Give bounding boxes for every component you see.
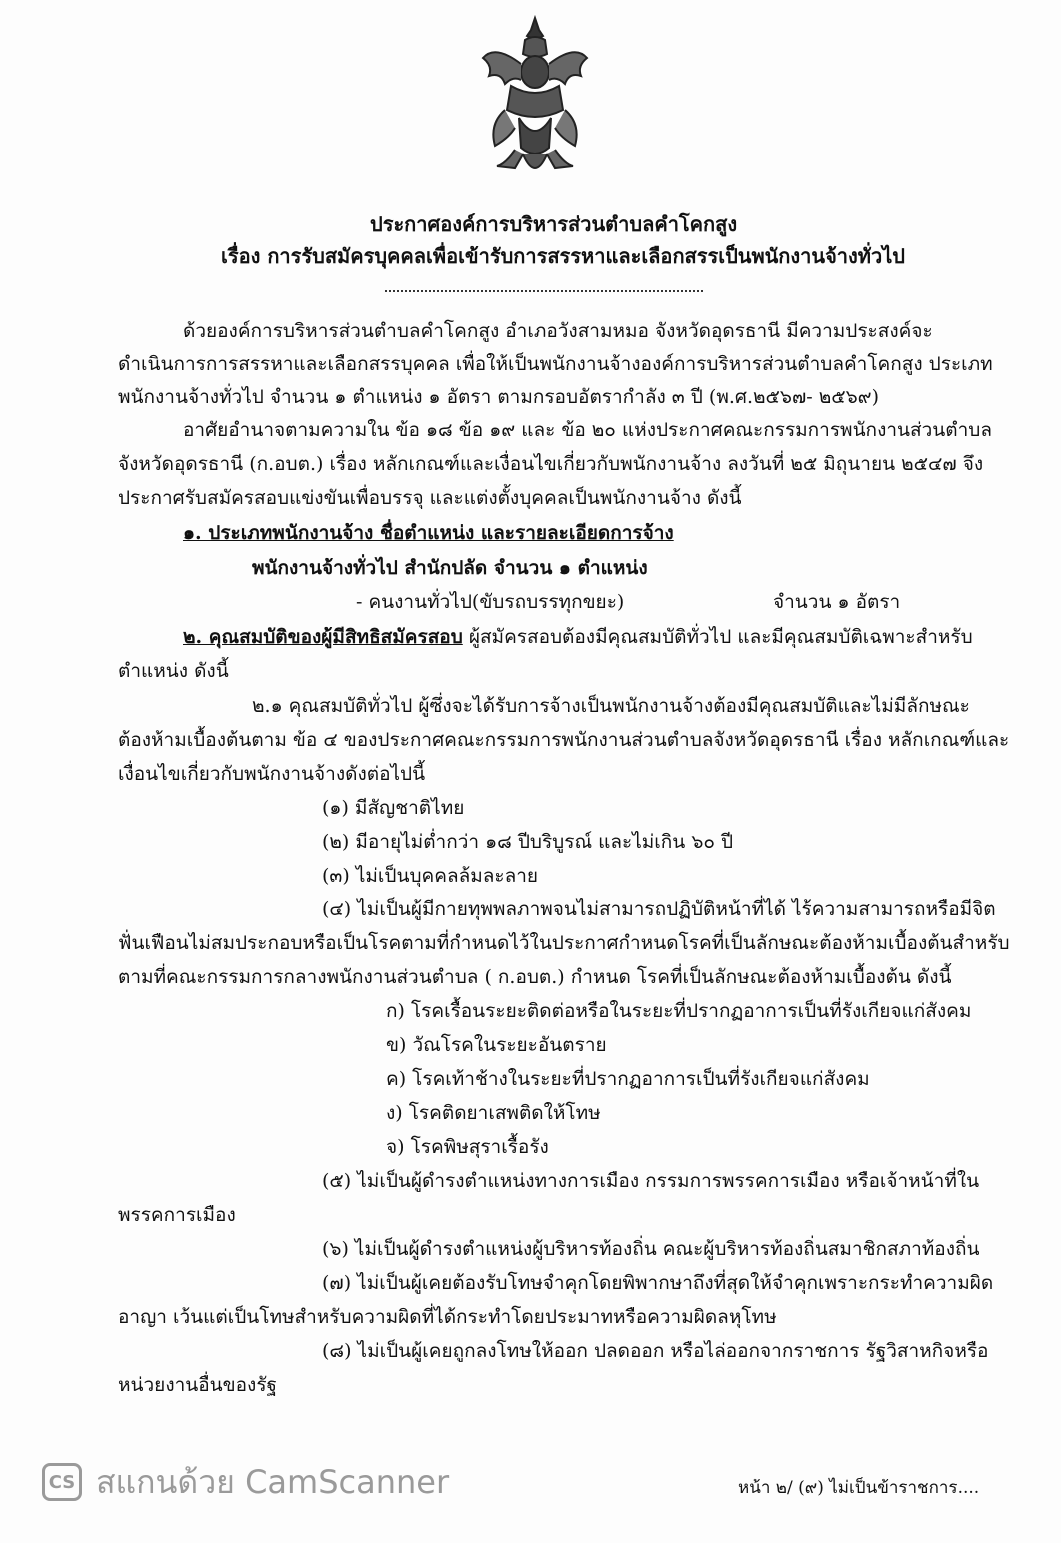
section-2-1-line-2: ต้องห้ามเบื้องต้นตาม ข้อ ๔ ของประกาศคณะกรรมการพนักงานส่วนตำบลจังหวัดอุดรธานี เรื่อง หลักเกณฑ์และ (118, 729, 1010, 751)
disease-item-b: ข) วัณโรคในระยะอันตราย (386, 1034, 607, 1056)
section-2-line-1 (183, 625, 973, 649)
qualification-item-2: (๒) มีอายุไม่ต่ำกว่า ๑๘ ปีบริบูรณ์ และไม่เกิน ๖๐ ปี (322, 831, 734, 853)
qualification-item-6: (๖) ไม่เป็นผู้ดำรงตำแหน่งผู้บริหารท้องถิ่น คณะผู้บริหารท้องถิ่นสมาชิกสภาท้องถิ่น (322, 1238, 980, 1260)
qualification-item-8-line-2: หน่วยงานอื่นของรัฐ (118, 1374, 278, 1396)
garuda-emblem-icon (475, 14, 595, 186)
title-divider (385, 290, 703, 292)
authority-line-3: ประกาศรับสมัครสอบแข่งขันเพื่อบรรจุ และแต่งตั้งบุคคลเป็นพนักงานจ้าง ดังนี้ (118, 487, 742, 509)
camscanner-logo-icon: CS (42, 1463, 82, 1501)
page-continuation-footer: หน้า ๒/ (๙) ไม่เป็นข้าราชการ.... (738, 1478, 980, 1498)
qualification-item-7-line-1: (๗) ไม่เป็นผู้เคยต้องรับโทษจำคุกโดยพิพากษาถึงที่สุดให้จำคุกเพราะกระทำความผิด (322, 1272, 994, 1294)
disease-item-a: ก) โรคเรื้อนระยะติดต่อหรือในระยะที่ปรากฏอาการเป็นที่รังเกียจแก่สังคม (386, 1000, 972, 1022)
disease-item-c: ค) โรคเท้าช้างในระยะที่ปรากฏอาการเป็นที่รังเกียจแก่สังคม (386, 1068, 870, 1090)
position-count: จำนวน ๑ อัตรา (773, 591, 901, 613)
camscanner-watermark (42, 1460, 449, 1504)
qualification-item-3: (๓) ไม่เป็นบุคคลล้มละลาย (322, 865, 539, 887)
qualification-item-8-line-1: (๘) ไม่เป็นผู้เคยถูกลงโทษให้ออก ปลดออก หรือไล่ออกจากราชการ รัฐวิสาหกิจหรือ (322, 1340, 989, 1362)
section-2-intro: ผู้สมัครสอบต้องมีคุณสมบัติทั่วไป และมีคุณสมบัติเฉพาะสำหรับ (462, 626, 973, 648)
section-2-1-line-1: ๒.๑ คุณสมบัติทั่วไป ผู้ซึ่งจะได้รับการจ้างเป็นพนักงานจ้างต้องมีคุณสมบัติและไม่มีลักษณะ (252, 695, 970, 717)
qualification-item-4-line-3: ตามที่คณะกรรมการกลางพนักงานส่วนตำบล ( ก.อบต.) กำหนด โรคที่เป็นลักษณะต้องห้ามเบื้องต้น ดังนี้ (118, 966, 952, 988)
qualification-item-7-line-2: อาญา เว้นแต่เป็นโทษสำหรับความผิดที่ได้กระทำโดยประมาทหรือความผิดลหุโทษ (118, 1306, 777, 1328)
authority-line-2: จังหวัดอุดรธานี (ก.อบต.) เรื่อง หลักเกณฑ์และเงื่อนไขเกี่ยวกับพนักงานจ้าง ลงวันที่ ๒๕ มิถุนายน ๒๕๔๗ จึง (118, 453, 984, 475)
camscanner-text: สแกนด้วย CamScanner (96, 1462, 450, 1501)
disease-item-d: ง) โรคติดยาเสพติดให้โทษ (386, 1102, 601, 1124)
document-title: ประกาศองค์การบริหารส่วนตำบลคำโคกสูง (370, 212, 738, 236)
section-1-heading: ๑. ประเภทพนักงานจ้าง ชื่อตำแหน่ง และรายละเอียดการจ้าง (183, 522, 674, 544)
intro-line-2: ดำเนินการการสรรหาและเลือกสรรบุคคล เพื่อให้เป็นพนักงานจ้างองค์การบริหารส่วนตำบลคำโคกสูง ประเภท (118, 353, 993, 375)
qualification-item-5-line-2: พรรคการเมือง (118, 1204, 236, 1226)
qualification-item-4-line-2: ฟั่นเฟือนไม่สมประกอบหรือเป็นโรคตามที่กำหนดไว้ในประกาศกำหนดโรคที่เป็นลักษณะต้องห้ามเบื้องต้นสำหรับ (118, 932, 1010, 954)
section-2-heading: ๒. คุณสมบัติของผู้มีสิทธิสมัครสอบ (183, 626, 463, 648)
qualification-item-4-line-1: (๔) ไม่เป็นผู้มีกายทุพพลภาพจนไม่สามารถปฏิบัติหน้าที่ได้ ไร้ความสามารถหรือมีจิต (322, 898, 996, 920)
intro-line-3: พนักงานจ้างทั่วไป จำนวน ๑ ตำแหน่ง ๑ อัตรา ตามกรอบอัตรากำลัง ๓ ปี (พ.ศ.๒๕๖๗- ๒๕๖๙) (118, 386, 879, 408)
section-2-line-2: ตำแหน่ง ดังนี้ (118, 660, 229, 682)
document-subject: เรื่อง การรับสมัครบุคคลเพื่อเข้ารับการสรรหาและเลือกสรรเป็นพนักงานจ้างทั่วไป (221, 244, 905, 268)
position-name: - คนงานทั่วไป(ขับรถบรรทุกขยะ) (356, 591, 625, 613)
authority-line-1: อาศัยอำนาจตามความใน ข้อ ๑๘ ข้อ ๑๙ และ ข้อ ๒๐ แห่งประกาศคณะกรรมการพนักงานส่วนตำบล (183, 419, 992, 441)
section-2-1-line-3: เงื่อนไขเกี่ยวกับพนักงานจ้างดังต่อไปนี้ (118, 763, 426, 785)
qualification-item-1: (๑) มีสัญชาติไทย (322, 797, 465, 819)
intro-line-1: ด้วยองค์การบริหารส่วนตำบลคำโคกสูง อำเภอวังสามหมอ จังหวัดอุดรธานี มีความประสงค์จะ (183, 320, 933, 342)
section-1-position-group: พนักงานจ้างทั่วไป สำนักปลัด จำนวน ๑ ตำแหน่ง (252, 557, 648, 579)
disease-item-e: จ) โรคพิษสุราเรื้อรัง (386, 1136, 549, 1158)
qualification-item-5-line-1: (๕) ไม่เป็นผู้ดำรงตำแหน่งทางการเมือง กรรมการพรรคการเมือง หรือเจ้าหน้าที่ใน (322, 1170, 980, 1192)
